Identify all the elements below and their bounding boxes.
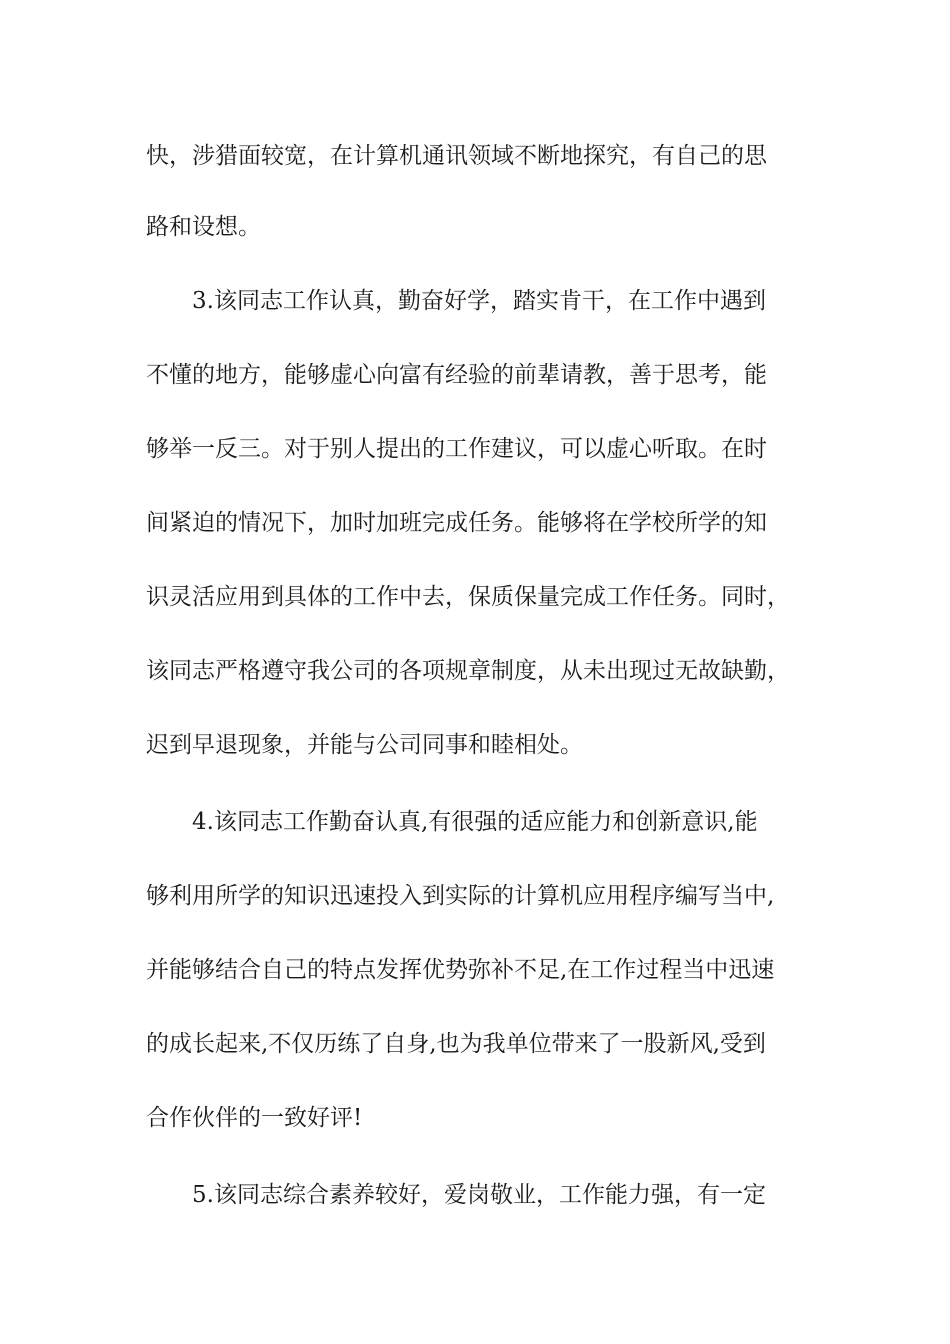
text-line: 够举一反三。对于别人提出的工作建议，可以虚心听取。在时 bbox=[146, 436, 767, 462]
text-line: 并能够结合自己的特点发挥优势弥补不足,在工作过程当中迅速 bbox=[146, 957, 775, 983]
text-line: 该同志严格遵守我公司的各项规章制度，从未出现过无故缺勤， bbox=[146, 658, 790, 684]
text-line: 的成长起来,不仅历练了自身,也为我单位带来了一股新风,受到 bbox=[146, 1031, 766, 1057]
text-line: 路和设想。 bbox=[146, 214, 261, 240]
paragraph-5-first-line: 5.该同志综合素养较好，爱岗敬业，工作能力强，有一定 bbox=[192, 1182, 766, 1208]
text-line: 迟到早退现象，并能与公司同事和睦相处。 bbox=[146, 732, 583, 758]
paragraph-3-first-line: 3.该同志工作认真，勤奋好学，踏实肯干，在工作中遇到 bbox=[192, 288, 766, 314]
text-line: 识灵活应用到具体的工作中去，保质保量完成工作任务。同时， bbox=[146, 584, 790, 610]
text-line: 合作伙伴的一致好评! bbox=[146, 1105, 363, 1131]
text-line: 快，涉猎面较宽，在计算机通讯领域不断地探究，有自己的思 bbox=[146, 143, 767, 169]
text-line: 间紧迫的情况下，加时加班完成任务。能够将在学校所学的知 bbox=[146, 510, 767, 536]
text-line: 够利用所学的知识迅速投入到实际的计算机应用程序编写当中, bbox=[146, 883, 775, 909]
paragraph-4-first-line: 4.该同志工作勤奋认真,有很强的适应能力和创新意识,能 bbox=[192, 809, 758, 835]
text-line: 不懂的地方，能够虚心向富有经验的前辈请教，善于思考，能 bbox=[146, 362, 767, 388]
